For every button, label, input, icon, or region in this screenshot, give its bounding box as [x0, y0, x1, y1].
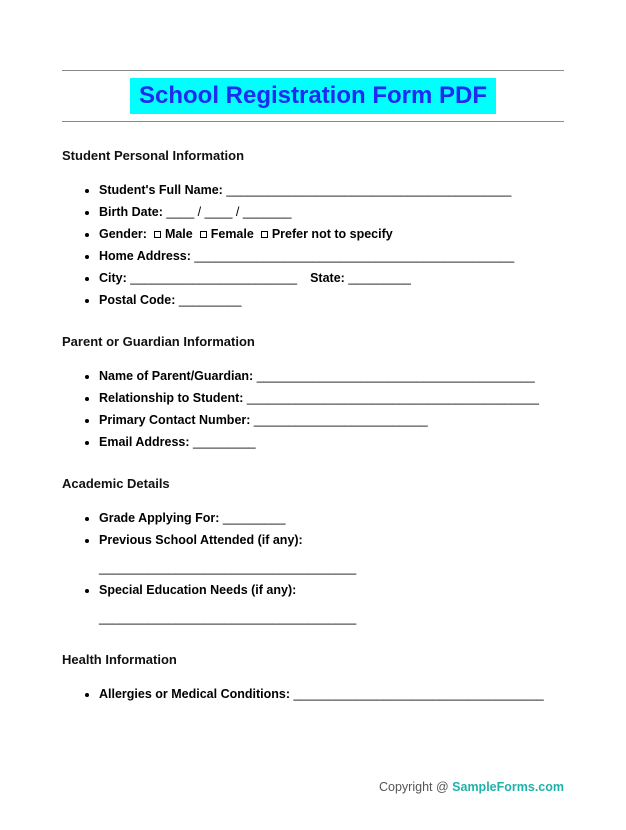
blank-line: _____________________________________ [99, 611, 357, 625]
blank-line: ________________________________________ [256, 369, 535, 383]
blank-line: _________________________ [253, 413, 428, 427]
field-list [62, 511, 564, 626]
blank-line-state: _________ [348, 271, 411, 285]
field-label: Gender: [99, 227, 147, 241]
divider-top [62, 70, 564, 71]
field-gender [99, 227, 564, 242]
section-student-personal-information [62, 148, 564, 308]
field-email-address [99, 435, 564, 450]
field-home-address [99, 249, 564, 264]
field-postal-code [99, 293, 564, 308]
blank-line: ____________________________________ [293, 687, 544, 701]
gender-option-male: Male [164, 227, 193, 241]
blank-line: _________ [178, 293, 242, 307]
section-health-information [62, 652, 564, 702]
field-list [62, 369, 564, 450]
sampleforms-link[interactable]: SampleForms.com [452, 780, 564, 794]
blank-line-city: ________________________ [130, 271, 298, 285]
field-label: Grade Applying For: [99, 511, 220, 525]
gender-option-female: Female [210, 227, 254, 241]
field-label-city: City: [99, 271, 127, 285]
blank-line: __________________________________________ [246, 391, 539, 405]
copyright-text: Copyright @ [379, 780, 449, 794]
field-label: Previous School Attended (if any): [99, 533, 303, 547]
blank-line: _________________________________________ [226, 183, 512, 197]
field-label-state: State: [310, 271, 345, 285]
section-heading: Parent or Guardian Information [62, 334, 255, 349]
field-relationship-to-student [99, 391, 564, 406]
section-heading: Student Personal Information [62, 148, 245, 163]
field-city-state [99, 271, 564, 286]
checkbox-male-icon [154, 231, 161, 238]
field-label: Special Education Needs (if any): [99, 583, 297, 597]
field-label: Postal Code: [99, 293, 176, 307]
field-label: Home Address: [99, 249, 191, 263]
section-academic-details [62, 476, 564, 626]
field-label: Student's Full Name: [99, 183, 223, 197]
field-list [62, 687, 564, 702]
field-student-full-name [99, 183, 564, 198]
field-label: Name of Parent/Guardian: [99, 369, 254, 383]
field-birth-date [99, 205, 564, 220]
field-parent-guardian-name [99, 369, 564, 384]
field-label: Email Address: [99, 435, 190, 449]
blank-line: ____ / ____ / _______ [166, 205, 292, 219]
field-grade-applying-for [99, 511, 564, 526]
section-heading: Health Information [62, 652, 177, 667]
divider-under-title [62, 121, 564, 122]
blank-line: _____________________________________ [99, 561, 357, 575]
blank-line: _________ [193, 435, 256, 449]
field-previous-school [99, 533, 564, 576]
field-label: Relationship to Student: [99, 391, 244, 405]
field-list [62, 183, 564, 308]
page-title [62, 78, 564, 114]
field-label: Birth Date: [99, 205, 163, 219]
footer [379, 780, 564, 794]
section-parent-guardian-information [62, 334, 564, 450]
field-special-education-needs [99, 583, 564, 626]
field-allergies-medical-conditions [99, 687, 564, 702]
title-highlight: School Registration Form PDF [130, 78, 496, 114]
field-primary-contact-number [99, 413, 564, 428]
field-label: Primary Contact Number: [99, 413, 251, 427]
section-heading: Academic Details [62, 476, 170, 491]
blank-line: _________ [222, 511, 286, 525]
checkbox-prefer-not-icon [261, 231, 268, 238]
field-label: Allergies or Medical Conditions: [99, 687, 290, 701]
blank-line: ______________________________________________ [194, 249, 515, 263]
checkbox-female-icon [200, 231, 207, 238]
gender-option-prefer-not: Prefer not to specify [271, 227, 393, 241]
